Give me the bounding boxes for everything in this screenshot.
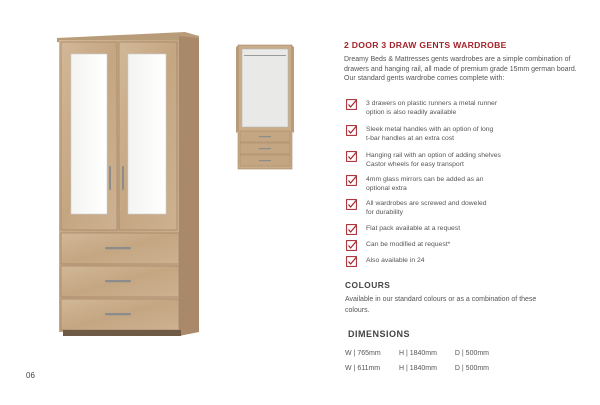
check-box-icon <box>346 199 357 210</box>
wardrobe-product-image <box>57 32 199 338</box>
page-number: 06 <box>26 371 35 380</box>
check-box-icon <box>346 175 357 186</box>
feature-text: Can be modified at request* <box>366 241 451 248</box>
dimension-width: W | 611mm <box>345 365 381 372</box>
check-box-icon <box>346 240 357 251</box>
dimensions-heading: DIMENSIONS <box>348 329 411 339</box>
dimension-row <box>345 365 489 372</box>
dimension-row <box>345 350 489 357</box>
feature-text: 4mm glass mirrors can be added as an optional extra <box>366 176 484 192</box>
feature-text: Flat pack available at a request <box>366 225 461 232</box>
dimension-width: W | 765mm <box>345 350 381 357</box>
check-box-icon <box>346 151 357 162</box>
check-box-icon <box>346 256 357 267</box>
feature-text: Also available in 24 <box>366 257 425 264</box>
feature-text: All wardrobes are screwed and doweled for durability <box>366 200 487 216</box>
product-title: 2 DOOR 3 DRAW GENTS WARDROBE <box>344 40 507 50</box>
check-box-icon <box>346 125 357 136</box>
check-box-icon <box>346 99 357 110</box>
feature-text: Sleek metal handles with an option of long t-bar handles at an extra cost <box>366 126 494 142</box>
feature-text: Hanging rail with an option of adding shelves Castor wheels for easy transport <box>366 152 501 168</box>
dimension-height: H | 1840mm <box>398 350 437 357</box>
product-intro: Dreamy Beds & Mattresses gents wardrobes are a simple combination of drawers and hanging rail, all made of premium grade 15mm german board. Our standard gents wardrobe comes complete with: <box>344 56 577 83</box>
dimension-depth: D | 500mm <box>454 350 490 357</box>
feature-text: 3 drawers on plastic runners a metal runner option is also readily available <box>366 100 498 116</box>
colours-heading: COLOURS <box>345 280 391 290</box>
colours-text: Available in our standard colours or as a combination of these colours. <box>345 296 537 314</box>
wardrobe-open-image <box>236 43 294 170</box>
dimension-height: H | 1840mm <box>398 365 437 372</box>
dimension-depth: D | 500mm <box>454 365 490 372</box>
check-box-icon <box>346 224 357 235</box>
